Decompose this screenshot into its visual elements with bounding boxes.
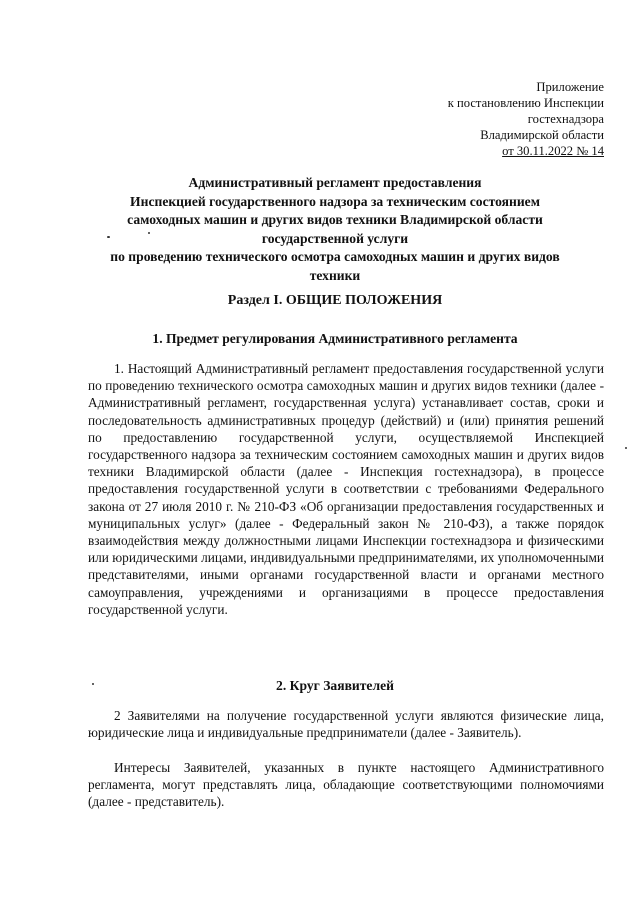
appendix-resolution: к постановлению Инспекции bbox=[447, 96, 604, 110]
scan-speck bbox=[148, 232, 150, 234]
paragraph: 2 Заявителями на получение государственной услуги являются физические лица, юридические лица и индивидуальные предприниматели (далее - Заявитель). bbox=[88, 708, 604, 741]
title-line: государственной услуги bbox=[261, 230, 409, 246]
paragraph: Интересы Заявителей, указанных в пункте настоящего Административного регламента, могут представлять лица, обладающие соответствующими полномочиями (далее - представитель). bbox=[88, 760, 604, 810]
title-line: техники bbox=[309, 267, 361, 283]
title-line: самоходных машин и других видов техники Владимирской области bbox=[127, 212, 543, 228]
appendix-date-number: от 30.11.2022 № 14 bbox=[502, 144, 604, 158]
appendix-agency: гостехнадзора bbox=[527, 112, 604, 126]
scan-speck bbox=[625, 447, 627, 449]
appendix-label: Приложение bbox=[536, 80, 604, 94]
title-line: Инспекцией государственного надзора за техническим состоянием bbox=[130, 193, 540, 209]
section-heading: Раздел I. ОБЩИЕ ПОЛОЖЕНИЯ bbox=[227, 293, 443, 308]
title-line: Административный регламент предоставления bbox=[188, 175, 482, 190]
document-title bbox=[70, 174, 600, 286]
paragraph: 1. Настоящий Административный регламент предоставления государственной услуги по проведению технического осмотра самоходных машин и других видов техники (далее - Административный регламент, государственная услуга) устанавливает состав, сроки и последовательность административных процедур (действий) и (или) принятия решений по предоставлению государственной услуги, осуществляемой Инспекцией государственного надзора за техническим состоянием самоходных машин и других видов техники Владимирской области (далее - Инспекция гостехнадзора), в процессе предоставления государственной услуги в соответствии с требованиями Федерального закона от 27 июля 2010 г. № 210-ФЗ «Об организации предоставления государственных и муниципальных услуг» (далее - Федеральный закон № 210-ФЗ), а также порядок взаимодействия между должностными лицами Инспекции гостехнадзора и физическими или юридическими лицами, индивидуальными предпринимателями, их уполномоченными представителями, иными органами государственной власти и органами местного самоуправления, учреждениями и организациями в процессе предоставления государственной услуги. bbox=[88, 361, 604, 617]
title-line: по проведению технического осмотра самоходных машин и других видов bbox=[110, 249, 560, 265]
subsection-heading: 1. Предмет регулирования Административного регламента bbox=[152, 331, 518, 346]
appendix-region: Владимирской области bbox=[480, 128, 604, 142]
scan-speck bbox=[92, 683, 94, 685]
scan-speck bbox=[107, 236, 110, 238]
subsection-heading: 2. Круг Заявителей bbox=[276, 678, 394, 693]
appendix-block bbox=[448, 79, 604, 159]
